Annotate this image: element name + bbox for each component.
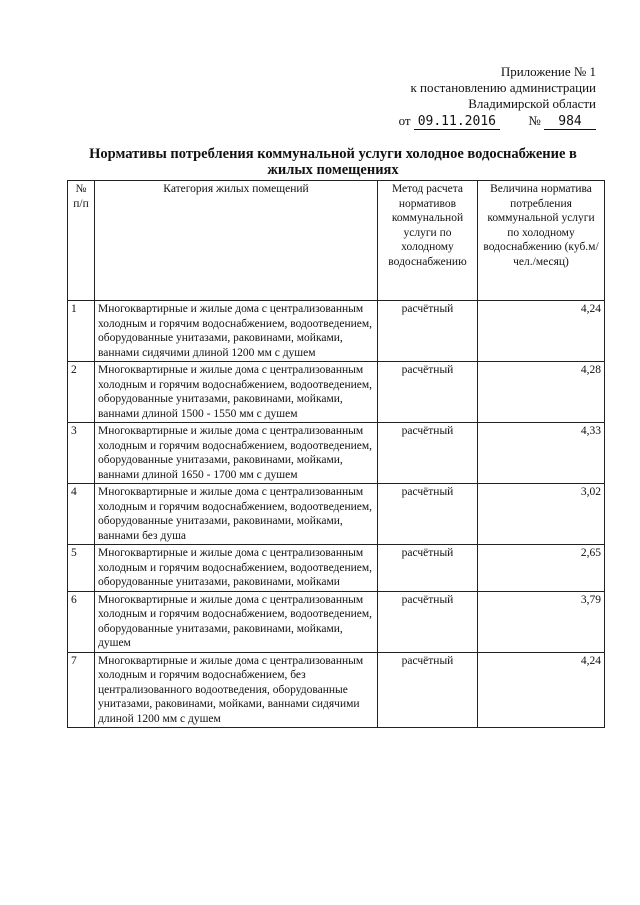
row-method: расчётный	[378, 484, 478, 545]
header-method: Метод расчета нормативов коммунальной услуги по холодному водоснабжению	[378, 181, 478, 301]
row-method: расчётный	[378, 591, 478, 652]
row-method: расчётный	[378, 652, 478, 728]
row-value: 4,28	[478, 362, 605, 423]
header-num: № п/п	[68, 181, 95, 301]
row-value: 3,02	[478, 484, 605, 545]
table-row	[68, 423, 605, 484]
header-category: Категория жилых помещений	[95, 181, 378, 301]
appendix-title: Приложение № 1	[500, 64, 596, 79]
appendix-header	[336, 64, 596, 130]
row-number: 7	[68, 652, 95, 728]
date-prefix: от	[398, 113, 411, 128]
row-category: Многоквартирные и жилые дома с централизованным холодным и горячим водоснабжением, водоотведением, оборудованные унитазами, раковинами, мойками, душем	[95, 591, 378, 652]
row-category: Многоквартирные и жилые дома с централизованным холодным и горячим водоснабжением, водоотведением, оборудованные унитазами, раковинами, мойками	[95, 545, 378, 592]
row-value: 4,24	[478, 301, 605, 362]
row-category: Многоквартирные и жилые дома с централизованным холодным и горячим водоснабжением, водоотведением, оборудованные унитазами, раковинами, мойками, ваннами сидячими длиной 1200 мм с душем	[95, 301, 378, 362]
table-row	[68, 301, 605, 362]
decree-number: 984	[544, 114, 596, 130]
row-category: Многоквартирные и жилые дома с централизованным холодным и горячим водоснабжением, водоотведением, оборудованные унитазами, раковинами, мойками, ваннами без душа	[95, 484, 378, 545]
row-number: 4	[68, 484, 95, 545]
table-row	[68, 545, 605, 592]
row-number: 6	[68, 591, 95, 652]
table-row	[68, 652, 605, 728]
row-number: 3	[68, 423, 95, 484]
decree-date: 09.11.2016	[414, 114, 500, 130]
row-category: Многоквартирные и жилые дома с централизованным холодным и горячим водоснабжением, водоотведением, оборудованные унитазами, раковинами, мойками, ваннами длиной 1500 - 1550 мм с душем	[95, 362, 378, 423]
row-method: расчётный	[378, 423, 478, 484]
row-value: 4,24	[478, 652, 605, 728]
number-prefix: №	[528, 113, 541, 128]
row-method: расчётный	[378, 545, 478, 592]
row-value: 2,65	[478, 545, 605, 592]
table-row	[68, 484, 605, 545]
header-value: Величина норматива потребления коммунальной услуги по холодному водоснабжению (куб.м/чел./месяц)	[478, 181, 605, 301]
norms-table	[67, 180, 605, 728]
decree-reference	[336, 113, 596, 130]
row-number: 2	[68, 362, 95, 423]
table-row	[68, 362, 605, 423]
appendix-line-2: к постановлению администрации	[410, 80, 596, 95]
row-method: расчётный	[378, 301, 478, 362]
document-title: Нормативы потребления коммунальной услуги холодное водоснабжение в жилых помещениях	[89, 146, 577, 178]
row-method: расчётный	[378, 362, 478, 423]
row-value: 3,79	[478, 591, 605, 652]
appendix-line-3: Владимирской области	[468, 96, 596, 111]
row-category: Многоквартирные и жилые дома с централизованным холодным и горячим водоснабжением, без централизованного водоотведения, оборудованные унитазами, раковинами, мойками, ваннами сидячими длиной 1200 мм с душем	[95, 652, 378, 728]
table-row	[68, 591, 605, 652]
row-value: 4,33	[478, 423, 605, 484]
table-header-row	[68, 181, 605, 301]
row-category: Многоквартирные и жилые дома с централизованным холодным и горячим водоснабжением, водоотведением, оборудованные унитазами, раковинами, мойками, ваннами длиной 1650 - 1700 мм с душем	[95, 423, 378, 484]
row-number: 5	[68, 545, 95, 592]
row-number: 1	[68, 301, 95, 362]
